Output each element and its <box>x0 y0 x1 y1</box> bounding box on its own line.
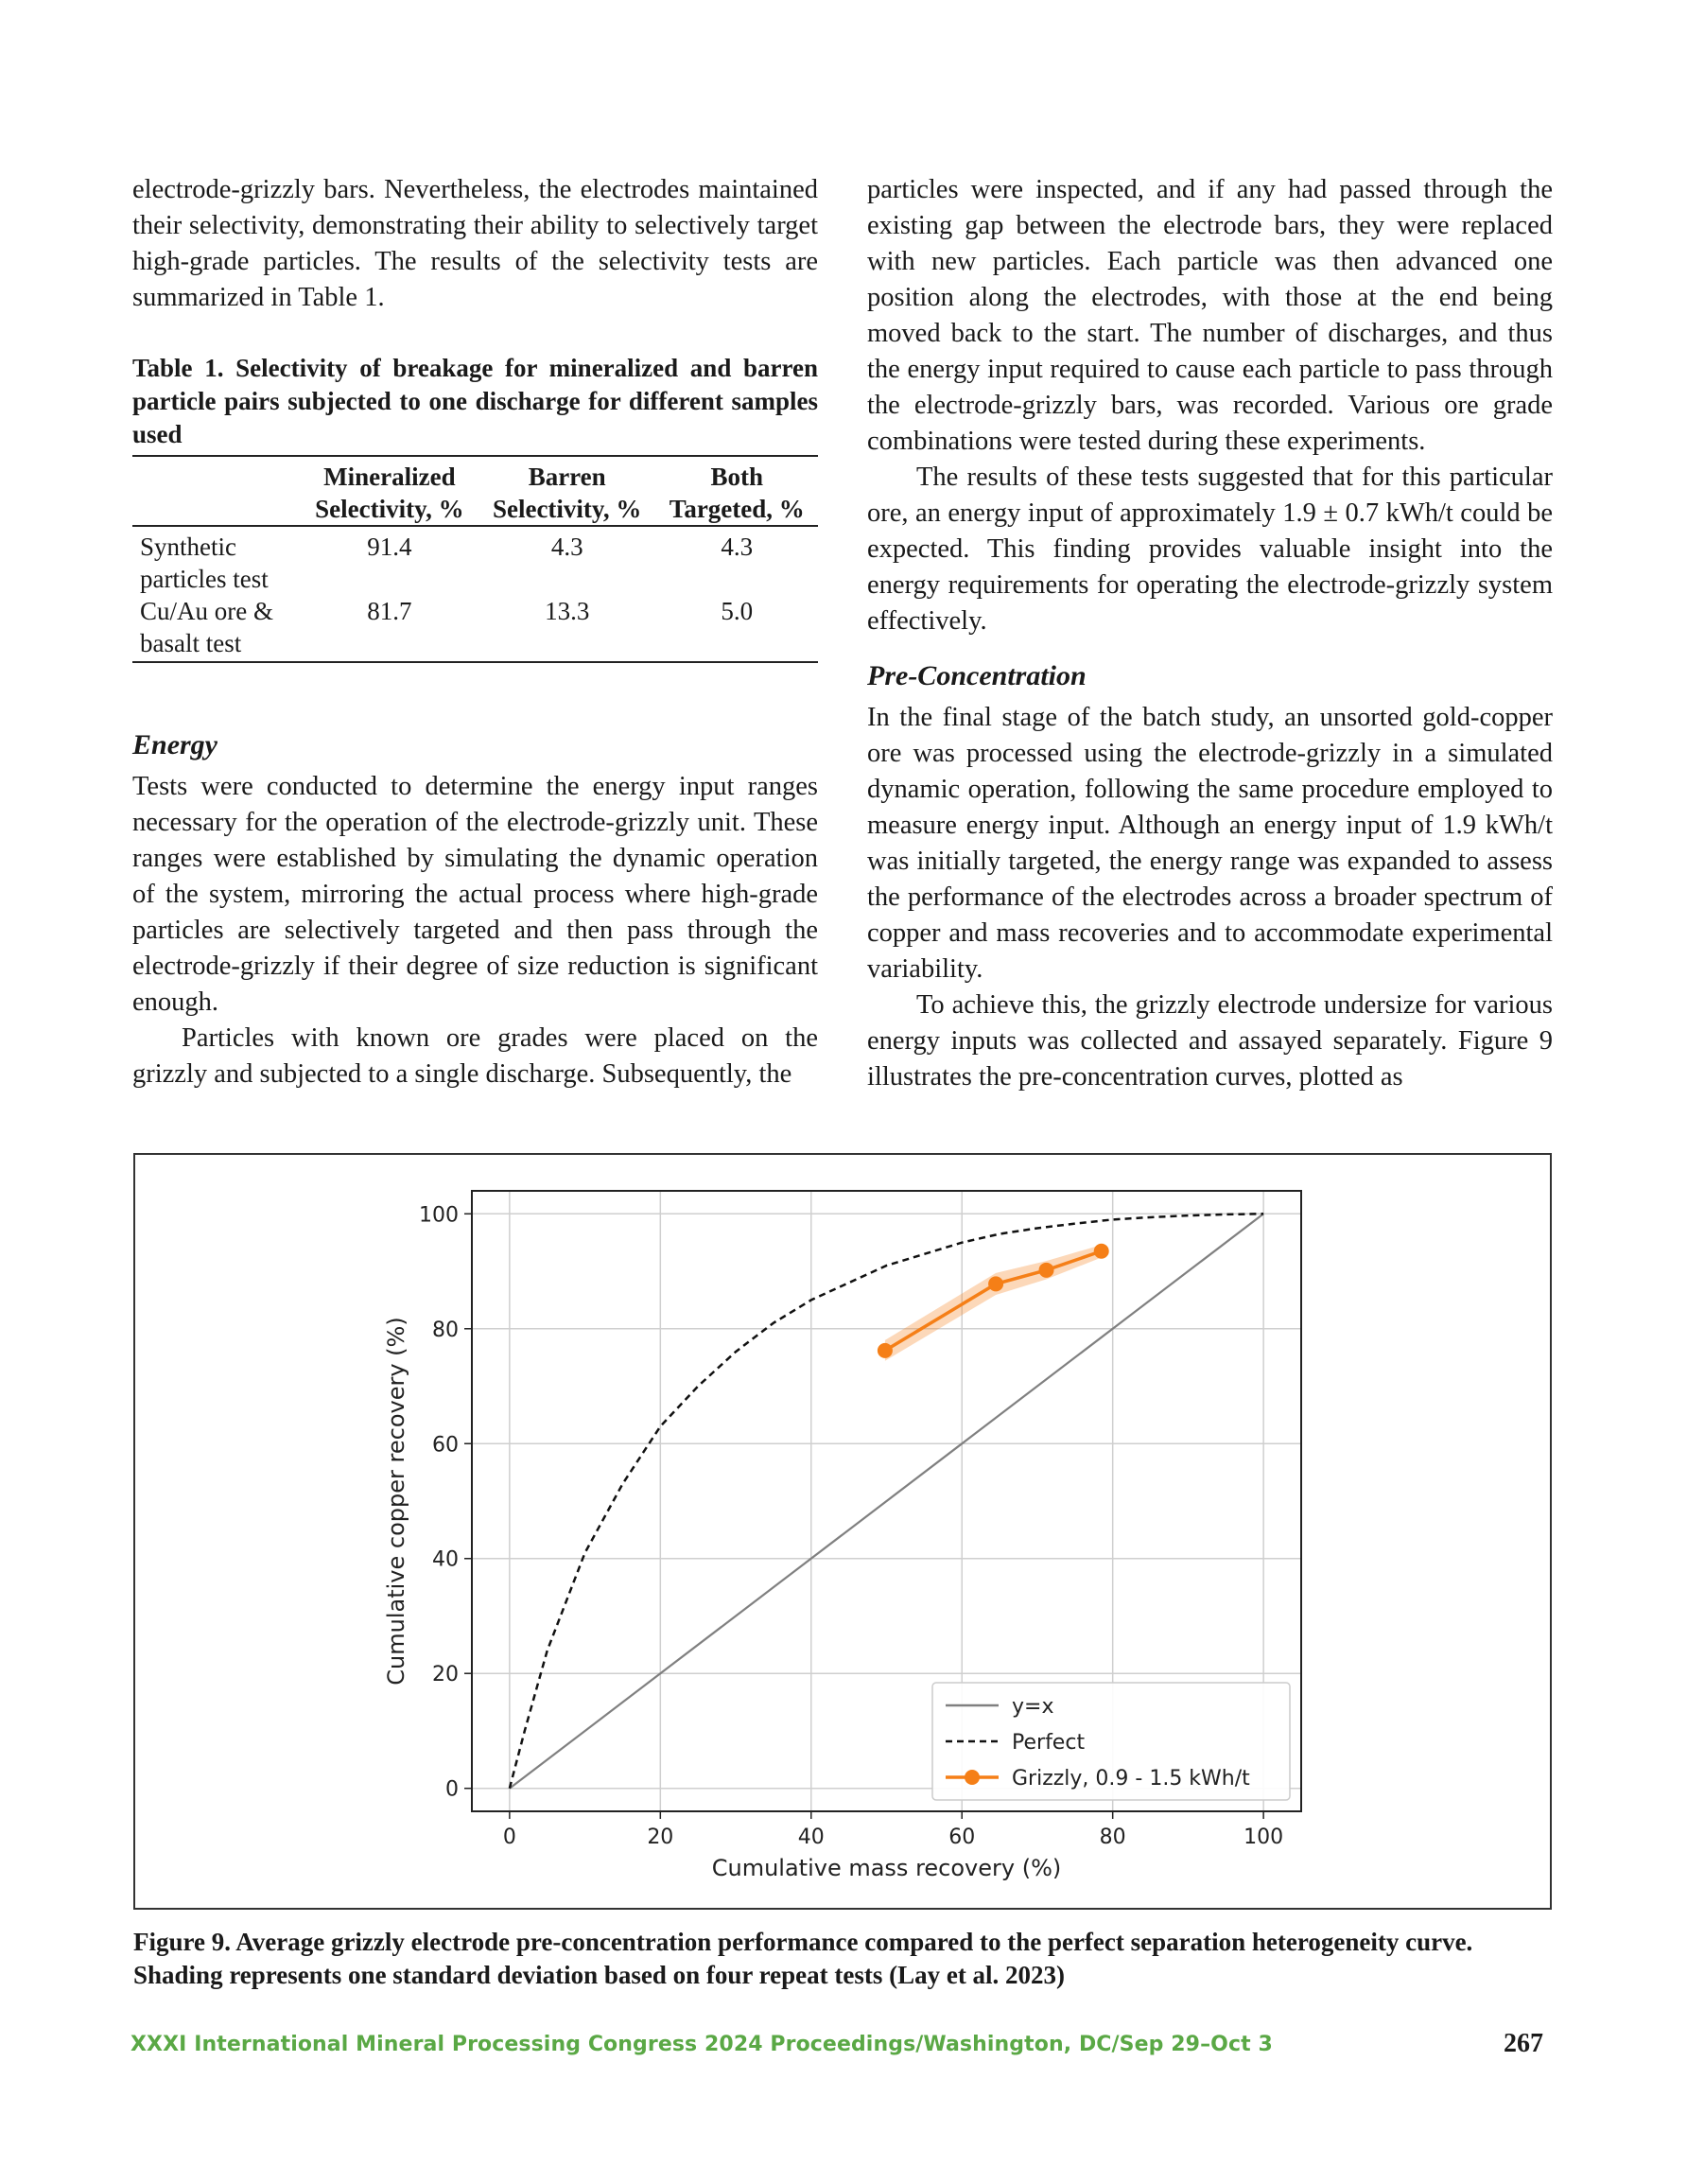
table-row <box>132 595 818 662</box>
table-header-label-2 <box>132 493 301 526</box>
y-axis-label: Cumulative copper recovery (%) <box>383 1317 409 1686</box>
table-header-row-2 <box>132 493 818 526</box>
legend-label: Grizzly, 0.9 - 1.5 kWh/t <box>1012 1767 1250 1791</box>
x-tick-label: 80 <box>1099 1826 1126 1849</box>
data-point <box>878 1343 893 1358</box>
precon-paragraph-1: In the final stage of the batch study, an unsorted gold-copper ore was processed using the electrode-grizzly in a simulated dynamic operation, following the same procedure employed to measure energy input. Although an energy input of 1.9 kWh/t was initially targeted, the energy range was expanded to assess the performance of the electrodes across a broader spectrum of copper and mass recoveries and to accommodate experimental variability. <box>867 703 1553 984</box>
y-tick-label: 80 <box>432 1318 459 1342</box>
intro-paragraph: electrode-grizzly bars. Nevertheless, the electrodes maintained their selectivity, demonstrating their ability to selectively target high-grade particles. The results of the selectivity tests are summarized in Table 1. <box>132 175 818 312</box>
x-tick-label: 0 <box>502 1826 516 1849</box>
table-header-row-1 <box>132 456 818 493</box>
cell-barren: 4.3 <box>550 533 583 561</box>
cell-mineralized: 91.4 <box>367 533 412 561</box>
energy-heading: Energy <box>132 729 217 760</box>
precon-heading: Pre-Concentration <box>867 660 1087 691</box>
y-tick-label: 60 <box>432 1433 459 1458</box>
y-tick-label: 40 <box>432 1547 459 1572</box>
left-column <box>132 172 818 1092</box>
continuation-paragraph: particles were inspected, and if any had passed through the existing gap between the electrode bars, they were replaced with new particles. Each particle was then advanced one position along the electrodes, with those at the end being moved back to the start. The number of discharges, and thus the energy input required to cause each particle to pass through the electrode-grizzly bars, was recorded. Various ore grade combinations were tested during these experiments. <box>867 175 1553 456</box>
precon-chart <box>135 1155 1550 1908</box>
page-number: 267 <box>1504 2029 1543 2058</box>
energy-paragraph-2: Particles with known ore grades were placed on the grizzly and subjected to a single discharge. Subsequently, the <box>132 1023 818 1089</box>
legend <box>932 1683 1290 1800</box>
x-tick-label: 60 <box>948 1826 976 1849</box>
table-header-both: Both <box>656 456 818 493</box>
y-tick-label: 100 <box>419 1203 459 1228</box>
row-label: Cu/Au ore & basalt test <box>132 595 301 662</box>
table-caption: Table 1. Selectivity of breakage for mineralized and barren particle pairs subjected to one discharge for different samples used <box>132 354 818 448</box>
row-label: Synthetic particles test <box>140 533 269 593</box>
cell-mineralized: 81.7 <box>301 595 478 662</box>
x-tick-label: 20 <box>647 1826 674 1849</box>
figure-9 <box>133 1153 1552 1910</box>
data-point <box>988 1276 1003 1291</box>
y-tick-label: 20 <box>432 1663 459 1687</box>
x-axis-label: Cumulative mass recovery (%) <box>711 1855 1062 1881</box>
table-header-barren: Barren <box>478 456 656 493</box>
legend-marker <box>965 1770 980 1785</box>
footer-proceedings: XXXI International Mineral Processing Congress 2024 Proceedings/Washington, DC/Sep 29–Oct 3 <box>130 2033 1273 2056</box>
x-tick-label: 100 <box>1244 1826 1284 1849</box>
legend-label: y=x <box>1012 1695 1054 1719</box>
table-header-barren-2: Selectivity, % <box>478 493 656 526</box>
energy-paragraph-1: Tests were conducted to determine the energy input ranges necessary for the operation of the electrode-grizzly unit. These ranges were established by simulating the dynamic operation of the system, mirroring the actual process where high-grade particles are selectively targeted and then pass through the electrode-grizzly if their degree of size reduction is significant enough. <box>132 772 818 1017</box>
data-point <box>1094 1244 1109 1259</box>
table-header-label <box>132 456 301 493</box>
table-header-mineralized-2: Selectivity, % <box>301 493 478 526</box>
results-paragraph: The results of these tests suggested that for this particular ore, an energy input of approximately 1.9 ± 0.7 kWh/t could be expected. This finding provides valuable insight into the energy requirements for operating the electrode-grizzly system effectively. <box>867 463 1553 636</box>
y-tick-label: 0 <box>445 1777 459 1802</box>
precon-paragraph-2: To achieve this, the grizzly electrode undersize for various energy inputs was collected and assayed separately. Figure 9 illustrates the pre-concentration curves, plotted as <box>867 990 1553 1092</box>
table-header-mineralized: Mineralized <box>301 456 478 493</box>
table-row <box>132 526 818 595</box>
table-header-both-2: Targeted, % <box>656 493 818 526</box>
x-tick-label: 40 <box>797 1826 825 1849</box>
data-point <box>1039 1263 1054 1278</box>
figure-caption: Figure 9. Average grizzly electrode pre-concentration performance compared to the perfect separation heterogeneity curve. Shading represents one standard deviation based on four repeat tests (Lay et al. 2023) <box>133 1928 1473 1989</box>
cell-barren: 13.3 <box>478 595 656 662</box>
cell-both: 4.3 <box>721 533 754 561</box>
selectivity-table <box>132 455 818 663</box>
cell-both: 5.0 <box>656 595 818 662</box>
right-column <box>867 172 1553 1095</box>
legend-label: Perfect <box>1012 1731 1086 1755</box>
